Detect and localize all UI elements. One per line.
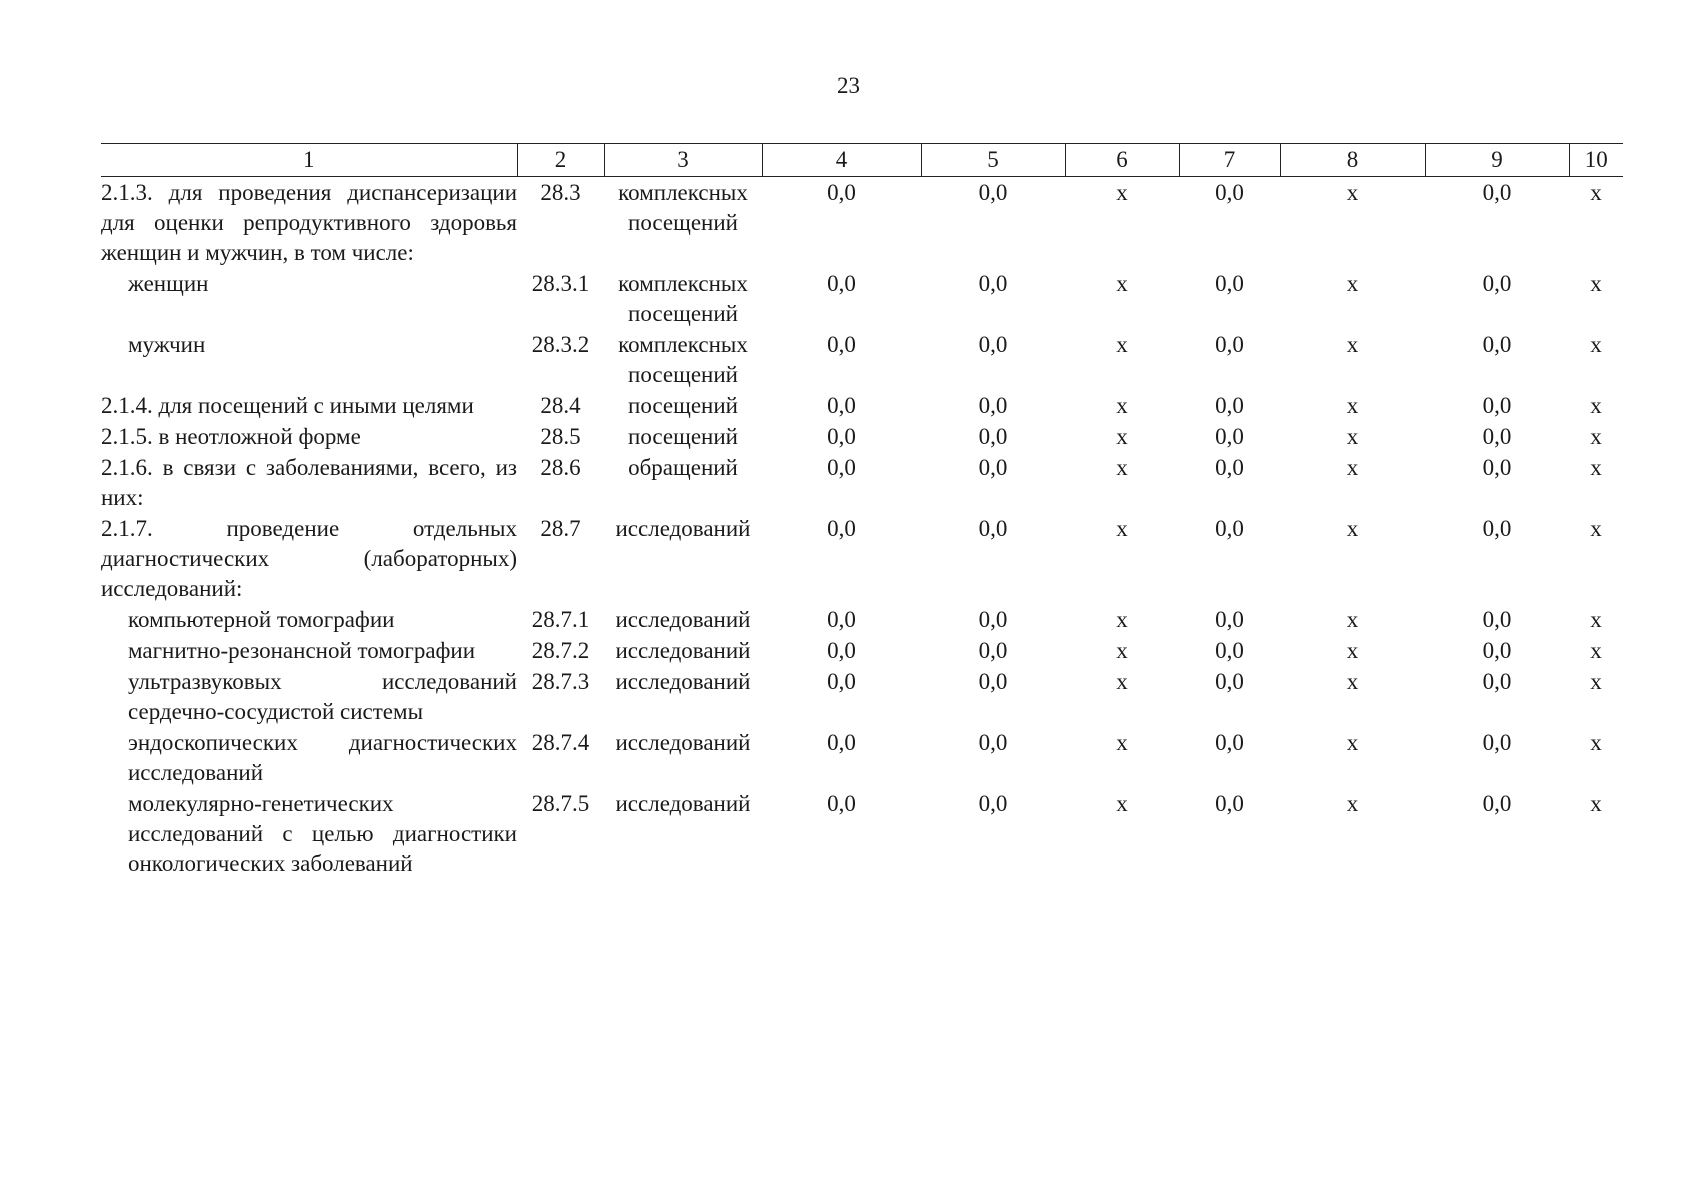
- indicator-name-cell: женщин: [128, 271, 209, 296]
- value-cell-col10: х: [1590, 607, 1602, 632]
- value-cell-col7: 0,0: [1215, 730, 1244, 755]
- indicator-name-cell: 2.1.4. для посещений с иными целями: [101, 393, 474, 418]
- value-cell-col4: 0,0: [827, 791, 856, 816]
- table-row: [101, 604, 1623, 635]
- header-cell: 8: [1280, 144, 1425, 177]
- value-cell-col9: 0,0: [1482, 424, 1512, 449]
- unit-cell: исследований: [615, 669, 751, 694]
- value-cell-col10: х: [1590, 424, 1602, 449]
- value-cell-col10: х: [1590, 393, 1602, 418]
- indicator-name-cell: молекулярно-генетических исследований с целью диагностики онкологических заболеваний: [128, 791, 517, 876]
- value-cell-col7: 0,0: [1215, 669, 1244, 694]
- value-cell-col10: х: [1590, 332, 1602, 357]
- value-cell-col4: 0,0: [827, 669, 856, 694]
- table-row: [101, 268, 1623, 329]
- value-cell-col5: 0,0: [978, 516, 1008, 541]
- value-cell-col9: 0,0: [1482, 332, 1512, 357]
- value-cell-col7: 0,0: [1215, 516, 1244, 541]
- table-row: [101, 788, 1623, 879]
- value-cell-col4: 0,0: [827, 638, 856, 663]
- value-cell-col10: х: [1590, 791, 1602, 816]
- value-cell-col8: х: [1346, 271, 1359, 296]
- indicator-name-cell: ультразвуковых исследований сердечно-сосудистой системы: [128, 669, 517, 724]
- value-cell-col9: 0,0: [1482, 516, 1512, 541]
- table-row: [101, 727, 1623, 788]
- table-row: [101, 329, 1623, 390]
- value-cell-col8: х: [1346, 424, 1359, 449]
- header-row: [101, 144, 1623, 177]
- value-cell-col10: х: [1590, 271, 1602, 296]
- value-cell-col8: х: [1346, 180, 1359, 205]
- value-cell-col5: 0,0: [978, 791, 1008, 816]
- table-row: [101, 666, 1623, 727]
- row-code-cell: 28.7.2: [531, 638, 590, 663]
- value-cell-col6: х: [1116, 424, 1128, 449]
- value-cell-col4: 0,0: [827, 730, 856, 755]
- value-cell-col4: 0,0: [827, 180, 856, 205]
- indicator-name-cell: магнитно-резонансной томографии: [128, 638, 476, 663]
- value-cell-col4: 0,0: [827, 332, 856, 357]
- value-cell-col7: 0,0: [1215, 332, 1244, 357]
- value-cell-col9: 0,0: [1482, 180, 1512, 205]
- value-cell-col7: 0,0: [1215, 424, 1244, 449]
- table-row: [101, 421, 1623, 452]
- value-cell-col5: 0,0: [978, 607, 1008, 632]
- data-table: [101, 143, 1623, 879]
- table-row: [101, 635, 1623, 666]
- value-cell-col8: х: [1346, 730, 1359, 755]
- table-row: [101, 390, 1623, 421]
- value-cell-col5: 0,0: [978, 180, 1008, 205]
- value-cell-col5: 0,0: [978, 669, 1008, 694]
- unit-cell: исследований: [615, 607, 751, 632]
- value-cell-col7: 0,0: [1215, 455, 1244, 480]
- unit-cell: обращений: [628, 455, 738, 480]
- unit-cell: комплексных посещений: [618, 180, 748, 235]
- value-cell-col8: х: [1346, 332, 1359, 357]
- row-code-cell: 28.7.5: [531, 791, 590, 816]
- value-cell-col8: х: [1346, 669, 1359, 694]
- value-cell-col5: 0,0: [978, 332, 1008, 357]
- value-cell-col6: х: [1116, 607, 1128, 632]
- value-cell-col6: х: [1116, 669, 1128, 694]
- value-cell-col8: х: [1346, 638, 1359, 663]
- value-cell-col6: х: [1116, 332, 1128, 357]
- indicator-name-cell: компьютерной томографии: [128, 607, 395, 632]
- value-cell-col6: х: [1116, 516, 1128, 541]
- value-cell-col9: 0,0: [1482, 730, 1512, 755]
- value-cell-col4: 0,0: [827, 455, 856, 480]
- row-code-cell: 28.6: [540, 455, 581, 480]
- value-cell-col7: 0,0: [1215, 607, 1244, 632]
- value-cell-col6: х: [1116, 730, 1128, 755]
- value-cell-col6: х: [1116, 271, 1128, 296]
- row-code-cell: 28.3.1: [531, 271, 590, 296]
- value-cell-col8: х: [1346, 791, 1359, 816]
- indicator-name-cell: 2.1.6. в связи с заболеваниями, всего, из них:: [101, 455, 517, 510]
- unit-cell: комплексных посещений: [618, 271, 748, 326]
- value-cell-col4: 0,0: [827, 271, 856, 296]
- indicator-name-cell: эндоскопических диагностических исследований: [128, 730, 517, 785]
- value-cell-col9: 0,0: [1482, 271, 1512, 296]
- row-code-cell: 28.7.1: [531, 607, 590, 632]
- value-cell-col4: 0,0: [827, 393, 856, 418]
- value-cell-col7: 0,0: [1215, 791, 1244, 816]
- header-cell: 2: [517, 144, 604, 177]
- value-cell-col4: 0,0: [827, 424, 856, 449]
- value-cell-col8: х: [1346, 516, 1359, 541]
- value-cell-col8: х: [1346, 607, 1359, 632]
- value-cell-col8: х: [1346, 455, 1359, 480]
- value-cell-col9: 0,0: [1482, 638, 1512, 663]
- header-cell: 3: [604, 144, 762, 177]
- row-code-cell: 28.3.2: [531, 332, 590, 357]
- unit-cell: исследований: [615, 730, 751, 755]
- value-cell-col5: 0,0: [978, 393, 1008, 418]
- table-header: [101, 144, 1623, 177]
- value-cell-col5: 0,0: [978, 271, 1008, 296]
- value-cell-col6: х: [1116, 180, 1128, 205]
- table-body: [101, 177, 1623, 880]
- indicator-name-cell: мужчин: [128, 332, 206, 357]
- header-cell: 4: [762, 144, 921, 177]
- value-cell-col9: 0,0: [1482, 393, 1512, 418]
- value-cell-col9: 0,0: [1482, 455, 1512, 480]
- value-cell-col6: х: [1116, 455, 1128, 480]
- indicator-name-cell: 2.1.3. для проведения диспансеризации для оценки репродуктивного здоровья женщин и мужчин, в том числе:: [101, 180, 517, 265]
- value-cell-col10: х: [1590, 669, 1602, 694]
- row-code-cell: 28.3: [540, 180, 581, 205]
- row-code-cell: 28.5: [540, 424, 581, 449]
- value-cell-col6: х: [1116, 393, 1128, 418]
- value-cell-col5: 0,0: [978, 455, 1008, 480]
- row-code-cell: 28.4: [540, 393, 581, 418]
- value-cell-col10: х: [1590, 516, 1602, 541]
- row-code-cell: 28.7.3: [531, 669, 590, 694]
- value-cell-col7: 0,0: [1215, 638, 1244, 663]
- value-cell-col10: х: [1590, 730, 1602, 755]
- header-cell: 9: [1425, 144, 1569, 177]
- header-cell: 1: [101, 144, 517, 177]
- value-cell-col9: 0,0: [1482, 791, 1512, 816]
- value-cell-col5: 0,0: [978, 424, 1008, 449]
- unit-cell: комплексных посещений: [618, 332, 748, 387]
- value-cell-col10: х: [1590, 455, 1602, 480]
- indicator-name-cell: 2.1.7. проведение отдельных диагностических (лабораторных) исследований:: [101, 516, 517, 601]
- unit-cell: посещений: [628, 393, 738, 418]
- row-code-cell: 28.7.4: [531, 730, 590, 755]
- header-cell: 7: [1179, 144, 1280, 177]
- value-cell-col6: х: [1116, 638, 1128, 663]
- value-cell-col6: х: [1116, 791, 1128, 816]
- unit-cell: исследований: [615, 791, 751, 816]
- table-row: [101, 452, 1623, 513]
- indicator-name-cell: 2.1.5. в неотложной форме: [101, 424, 361, 449]
- table-row: [101, 513, 1623, 604]
- unit-cell: исследований: [615, 516, 751, 541]
- unit-cell: посещений: [628, 424, 738, 449]
- value-cell-col7: 0,0: [1215, 271, 1244, 296]
- header-cell: 6: [1065, 144, 1179, 177]
- page-number: 23: [837, 73, 860, 98]
- value-cell-col10: х: [1590, 638, 1602, 663]
- row-code-cell: 28.7: [540, 516, 581, 541]
- value-cell-col9: 0,0: [1482, 607, 1512, 632]
- value-cell-col5: 0,0: [978, 638, 1008, 663]
- value-cell-col8: х: [1346, 393, 1359, 418]
- value-cell-col5: 0,0: [978, 730, 1008, 755]
- value-cell-col9: 0,0: [1482, 669, 1512, 694]
- value-cell-col4: 0,0: [827, 516, 856, 541]
- unit-cell: исследований: [615, 638, 751, 663]
- value-cell-col10: х: [1590, 180, 1602, 205]
- value-cell-col4: 0,0: [827, 607, 856, 632]
- table-row: [101, 177, 1623, 269]
- value-cell-col7: 0,0: [1215, 393, 1244, 418]
- header-cell: 10: [1569, 144, 1623, 177]
- header-cell: 5: [921, 144, 1065, 177]
- value-cell-col7: 0,0: [1215, 180, 1244, 205]
